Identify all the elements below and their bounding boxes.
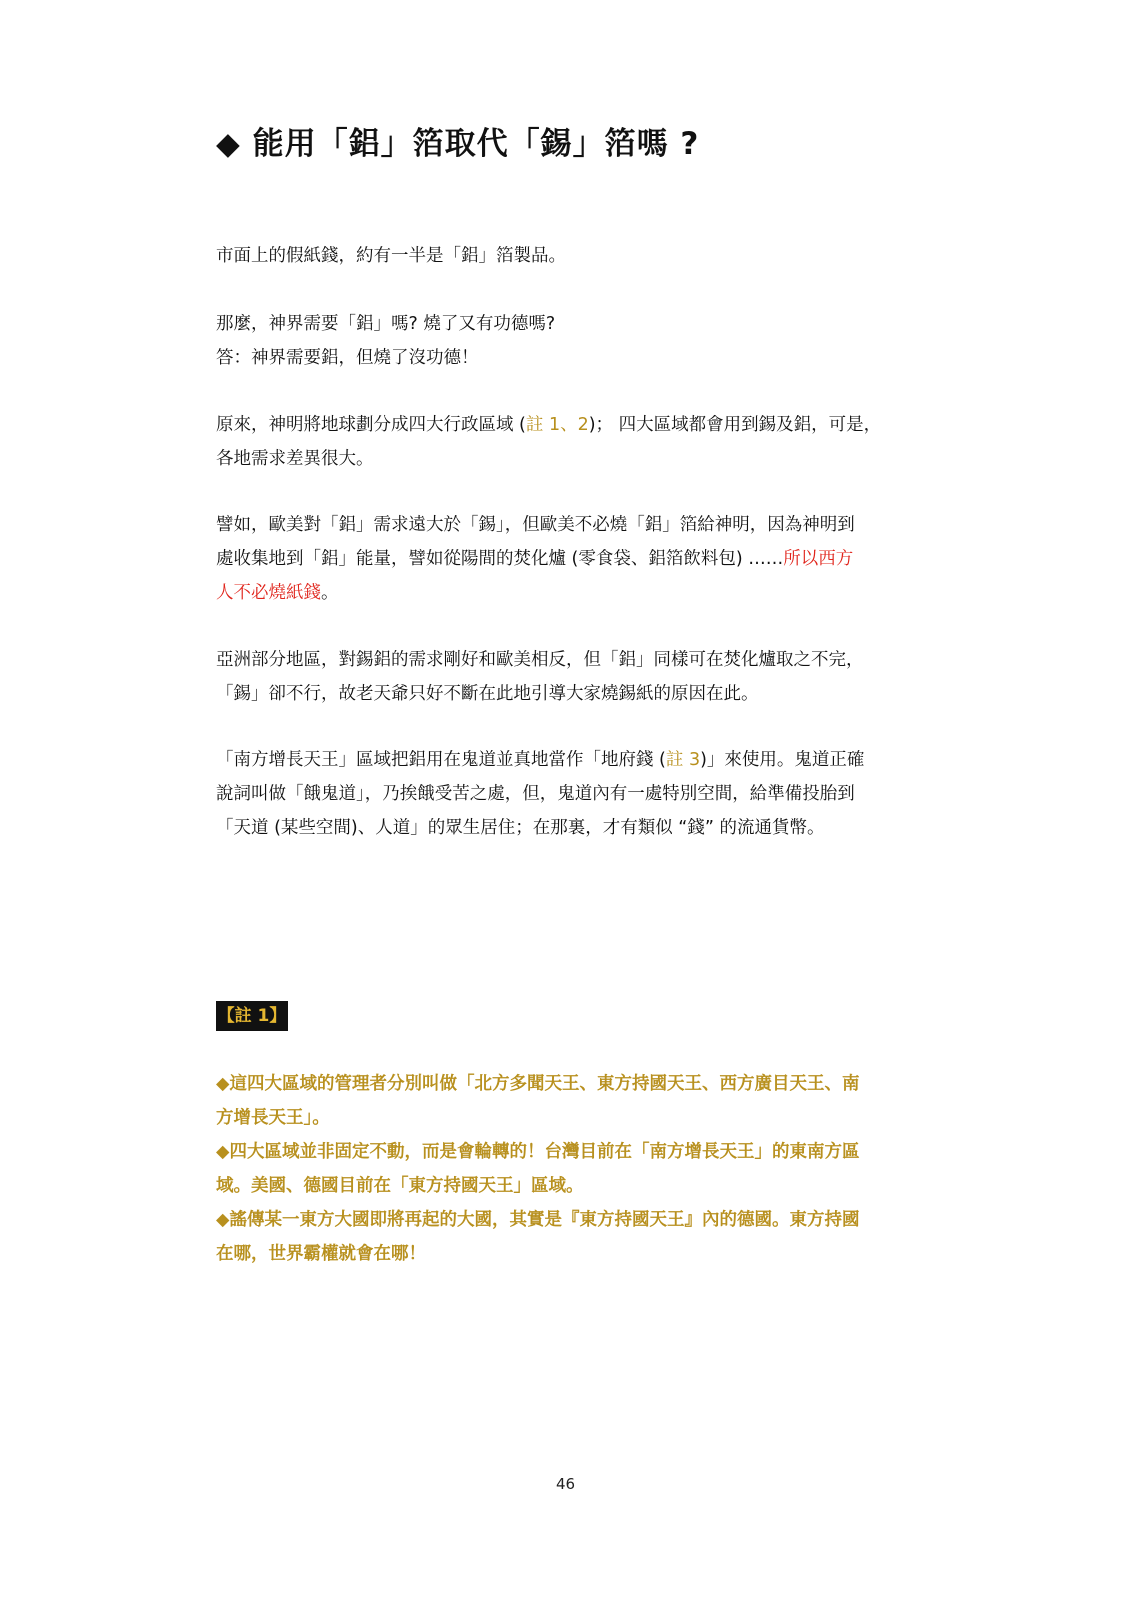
paragraph-line (216, 743, 916, 777)
paragraph-line: 市面上的假紙錢，約有一半是「鋁」箔製品。 (216, 246, 566, 266)
highlight-text: 人不必燒紙錢 (216, 583, 321, 603)
paragraph-6 (216, 743, 916, 845)
page-number: 46 (555, 1475, 576, 1493)
text-run: )」來使用。鬼道正確 (700, 750, 865, 770)
paragraph-line: 亞洲部分地區，對錫鋁的需求剛好和歐美相反，但「鋁」同樣可在焚化爐取之不完， (216, 650, 864, 670)
paragraph-line: 各地需求差異很大。 (216, 449, 374, 469)
note-line: 在哪，世界霸權就會在哪！ (216, 1244, 426, 1264)
paragraph-line: 那麼，神界需要「鋁」嗎? 燒了又有功德嗎? (216, 314, 556, 334)
paragraph-line (216, 408, 916, 442)
text-run: 原來，神明將地球劃分成四大行政區域 ( (216, 415, 526, 435)
text-run: 「南方增長天王」區域把鋁用在鬼道並真地當作「地府錢 ( (216, 750, 666, 770)
paragraph-3 (216, 408, 916, 476)
highlight-text: 所以西方 (783, 549, 854, 569)
note-body (216, 1067, 916, 1271)
paragraph-line: 答：神界需要鋁，但燒了沒功德！ (216, 348, 479, 368)
paragraph-4 (216, 508, 916, 610)
paragraph-line: 「天道 (某些空間)、人道」的眾生居住；在那裏，才有類似 “錢” 的流通貨幣。 (216, 818, 825, 838)
note-reference-link[interactable]: 註 1、2 (525, 415, 589, 435)
note-line: ◆謠傳某一東方大國即將再起的大國，其實是『東方持國天王』內的德國。東方持國 (216, 1210, 860, 1230)
note-line: ◆這四大區域的管理者分別叫做「北方多聞天王、東方持國天王、西方廣目天王、南 (216, 1074, 860, 1094)
paragraph-2 (216, 307, 916, 375)
paragraph-line: 說詞叫做「餓鬼道」，乃挨餓受苦之處，但，鬼道內有一處特別空間，給準備投胎到 (216, 784, 855, 804)
paragraph-line: 「錫」卻不行，故老天爺只好不斷在此地引導大家燒錫紙的原因在此。 (216, 684, 759, 704)
note-label: 【註 1】 (216, 1001, 288, 1031)
paragraph-line: 譬如，歐美對「鋁」需求遠大於「錫」，但歐美不必燒「鋁」箔給神明，因為神明到 (216, 515, 855, 535)
paragraph-line (216, 542, 916, 576)
note-line: ◆四大區域並非固定不動，而是會輪轉的！台灣目前在「南方增長天王」的東南方區 (216, 1142, 860, 1162)
text-run: )； 四大區域都會用到錫及鋁，可是， (588, 415, 882, 435)
note-line: 域。美國、德國目前在「東方持國天王」區域。 (216, 1176, 584, 1196)
page-title: ◆ 能用「鋁」箔取代「錫」箔嗎 ? (216, 126, 700, 162)
note-line: 方增長天王」。 (216, 1108, 330, 1128)
note-reference-link[interactable]: 註 3 (665, 750, 701, 770)
paragraph-1 (216, 239, 916, 273)
paragraph-line (216, 576, 916, 610)
text-run: 。 (321, 583, 339, 603)
text-run: 處收集地到「鋁」能量，譬如從陽間的焚化爐 (零食袋、鋁箔飲料包) …… (216, 549, 784, 569)
paragraph-5 (216, 643, 916, 711)
